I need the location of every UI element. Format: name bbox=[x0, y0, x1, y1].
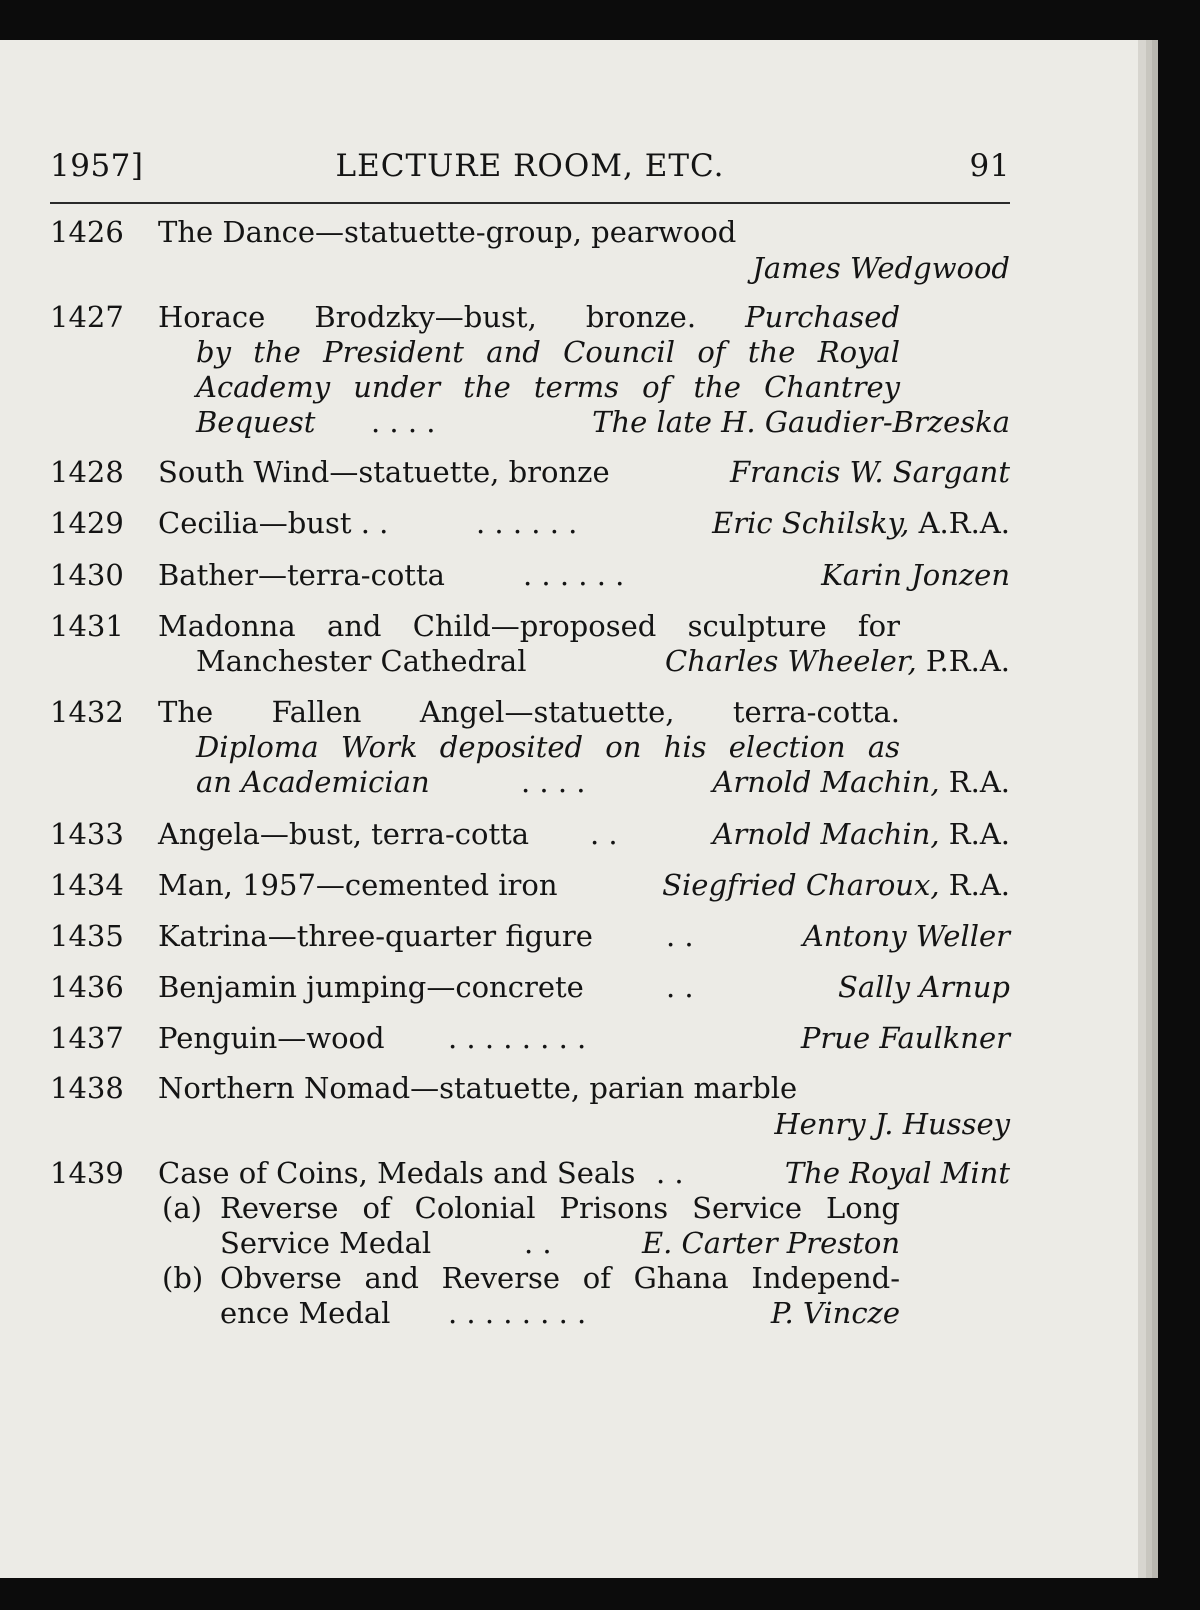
entry-1432 bbox=[50, 695, 1010, 805]
entry-number: 1431 bbox=[50, 609, 124, 643]
subitem-artist: E. Carter Preston bbox=[641, 1226, 900, 1260]
entry-honours: R.A. bbox=[948, 868, 1010, 902]
entry-number: 1437 bbox=[50, 1021, 124, 1055]
entry-description: —three-quarter figure bbox=[267, 919, 593, 953]
running-head bbox=[50, 148, 1010, 198]
entry-title: Bather bbox=[158, 558, 258, 592]
leader-dots: . . bbox=[666, 919, 694, 953]
leader-dots: . . . . . . . . bbox=[448, 1021, 587, 1055]
entry-note: an Academician bbox=[196, 765, 430, 799]
entry-title: Northern Nomad bbox=[158, 1071, 411, 1105]
entry-honours: R.A. bbox=[948, 765, 1010, 799]
page-number: 91 bbox=[969, 148, 1010, 184]
entry-number: 1438 bbox=[50, 1071, 124, 1105]
catalogue-page bbox=[0, 40, 1138, 1578]
entry-title: Benjamin jumping bbox=[158, 970, 427, 1004]
entry-1427 bbox=[50, 300, 1010, 445]
entry-honours: A.R.A. bbox=[918, 506, 1010, 540]
entry-honours: R.A. bbox=[948, 817, 1010, 851]
entry-artist: Siegfried Charoux, bbox=[662, 868, 940, 902]
leader-dots: . . bbox=[524, 1226, 552, 1260]
entry-description: —statuette-group, pearwood bbox=[315, 215, 737, 249]
entry-description: —bust, bronze. bbox=[434, 300, 697, 334]
entry-description: —statuette, parian marble bbox=[410, 1071, 798, 1105]
leader-dots: . . . . . . . . bbox=[448, 1296, 587, 1330]
entry-description: —bust, terra-cotta bbox=[259, 817, 530, 851]
subitem-label: (a) bbox=[162, 1191, 202, 1225]
entry-artist: James Wedgwood bbox=[752, 251, 1010, 285]
leader-dots: . . bbox=[656, 1156, 684, 1190]
leader-dots: . . bbox=[590, 817, 618, 851]
entry-description-cont: Manchester Cathedral bbox=[196, 644, 527, 678]
entry-1438 bbox=[50, 1071, 1010, 1143]
entry-number: 1426 bbox=[50, 215, 124, 249]
header-title: LECTURE ROOM, ETC. bbox=[335, 148, 725, 184]
entry-description: —cemented iron bbox=[315, 868, 558, 902]
entry-title: Penguin bbox=[158, 1021, 278, 1055]
entry-title: The Fallen Angel bbox=[158, 695, 505, 729]
entry-description: —concrete bbox=[426, 970, 584, 1004]
leader-dots: . . . . bbox=[371, 405, 436, 439]
entry-description: —terra-cotta bbox=[257, 558, 445, 592]
entry-note: Diploma Work deposited on his election as bbox=[196, 730, 900, 764]
entry-title: Madonna and Child bbox=[158, 609, 491, 643]
entry-artist: Charles Wheeler, bbox=[665, 644, 917, 678]
entry-number: 1432 bbox=[50, 695, 124, 729]
entry-number: 1430 bbox=[50, 558, 124, 592]
entry-title: Angela bbox=[158, 817, 260, 851]
entry-artist: Francis W. Sargant bbox=[730, 455, 1010, 489]
header-rule bbox=[50, 202, 1010, 204]
entry-description: —statuette, bronze bbox=[329, 455, 610, 489]
entry-description: —wood bbox=[277, 1021, 385, 1055]
entry-number: 1436 bbox=[50, 970, 124, 1004]
entry-artist: The late H. Gaudier-Brzeska bbox=[592, 405, 1010, 439]
entry-1426 bbox=[50, 215, 1010, 287]
entry-description: —bust . . bbox=[258, 506, 389, 540]
leader-dots: . . . . bbox=[521, 765, 586, 799]
entry-number: 1435 bbox=[50, 919, 124, 953]
entry-number: 1434 bbox=[50, 868, 124, 902]
entry-number: 1439 bbox=[50, 1156, 124, 1190]
entry-artist: Prue Faulkner bbox=[800, 1021, 1010, 1055]
entry-number: 1429 bbox=[50, 506, 124, 540]
entry-artist: Arnold Machin, bbox=[712, 765, 940, 799]
entry-note: Academy under the terms of the Chantrey bbox=[196, 370, 900, 404]
entry-title: Cecilia bbox=[158, 506, 259, 540]
entry-artist: Arnold Machin, bbox=[712, 817, 940, 851]
entry-title: Horace Brodzky bbox=[158, 300, 435, 334]
subitem-label: (b) bbox=[162, 1261, 204, 1295]
entry-artist: Eric Schilsky, bbox=[712, 506, 910, 540]
entry-title: Man, 1957 bbox=[158, 868, 316, 902]
entry-note: Bequest bbox=[196, 405, 316, 439]
entry-number: 1427 bbox=[50, 300, 124, 334]
entry-honours: P.R.A. bbox=[925, 644, 1010, 678]
entry-title: The Dance bbox=[158, 215, 316, 249]
entry-description: —proposed sculpture for bbox=[490, 609, 900, 643]
entry-description: —statuette, terra-cotta. bbox=[504, 695, 900, 729]
subitem-description-cont: ence Medal bbox=[220, 1296, 391, 1330]
leader-dots: . . bbox=[666, 970, 694, 1004]
entry-note: Purchased bbox=[745, 300, 901, 334]
entry-artist: Karin Jonzen bbox=[821, 558, 1010, 592]
subitem-description: Obverse and Reverse of Ghana Independ- bbox=[220, 1261, 900, 1295]
subitem-description: Reverse of Colonial Prisons Service Long bbox=[220, 1191, 900, 1225]
entry-artist: Henry J. Hussey bbox=[774, 1107, 1010, 1141]
entry-1439 bbox=[50, 1156, 1010, 1330]
entry-note: by the President and Council of the Royal bbox=[196, 335, 900, 369]
entry-number: 1428 bbox=[50, 455, 124, 489]
entry-title: Case of Coins, Medals and Seals bbox=[158, 1156, 636, 1190]
entry-number: 1433 bbox=[50, 817, 124, 851]
subitem-description-cont: Service Medal bbox=[220, 1226, 432, 1260]
entry-1431 bbox=[50, 609, 1010, 681]
entry-title: Katrina bbox=[158, 919, 268, 953]
leader-dots: . . . . . . bbox=[476, 506, 578, 540]
entry-title: South Wind bbox=[158, 455, 330, 489]
header-year: 1957] bbox=[50, 148, 144, 184]
entry-artist: Antony Weller bbox=[802, 919, 1010, 953]
entry-artist: Sally Arnup bbox=[837, 970, 1010, 1004]
leader-dots: . . . . . . bbox=[523, 558, 625, 592]
entry-artist: The Royal Mint bbox=[784, 1156, 1010, 1190]
subitem-artist: P. Vincze bbox=[770, 1296, 900, 1330]
